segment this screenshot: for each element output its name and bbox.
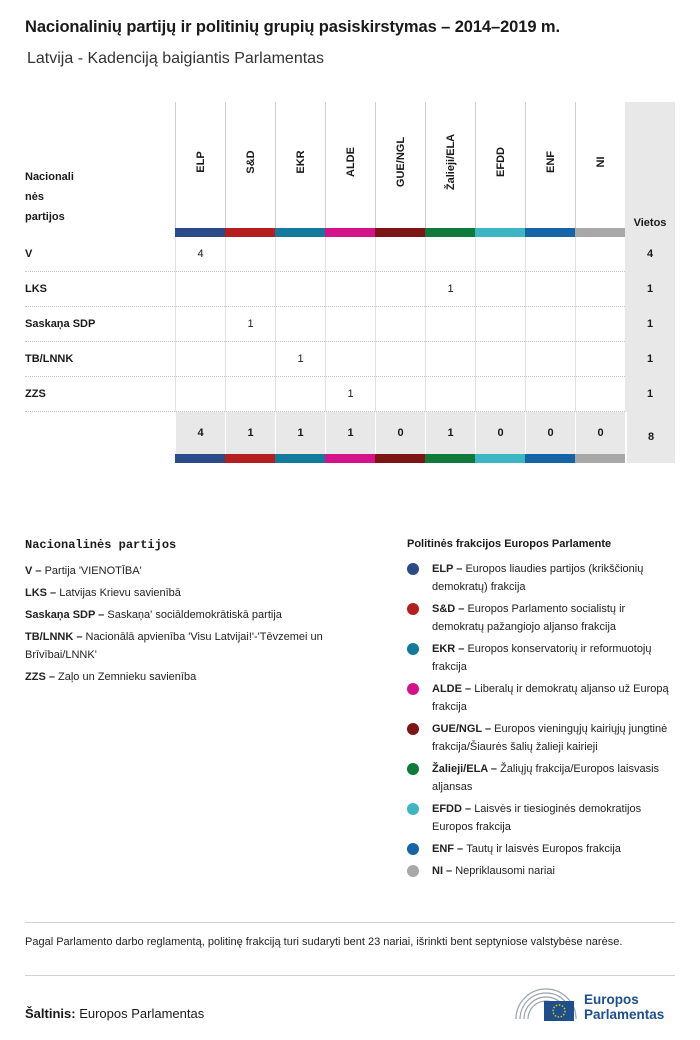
group-color-bar [575, 454, 625, 463]
group-color-bar [575, 228, 625, 237]
political-groups-legend [407, 538, 677, 884]
party-legend-name: Zaļo un Zemnieku savienība [58, 671, 197, 683]
seat-count-cell [425, 342, 475, 377]
group-legend-item [407, 680, 677, 716]
group-legend-name: Liberalų ir demokratų aljanso už Europą frakcija [432, 683, 669, 713]
group-code-label: ELP [194, 151, 207, 173]
party-legend-item [25, 628, 365, 664]
seat-count-cell: 4 [175, 237, 225, 272]
group-legend-name: Laisvės ir tiesioginės demokratijos Europos frakcija [432, 803, 642, 833]
group-column-header [575, 102, 625, 228]
party-legend-name: Latvijas Krievu savienībā [59, 587, 181, 599]
seat-count-cell [175, 342, 225, 377]
group-column-header [225, 102, 275, 228]
party-seat-total: 1 [625, 307, 675, 342]
logo-line-1: Europos [584, 992, 639, 1007]
group-color-bar [175, 228, 225, 237]
party-legend-name: Saskaņa' sociāldemokrātiskā partija [107, 609, 282, 621]
group-color-dot-icon [407, 683, 419, 695]
group-legend-item [407, 640, 677, 676]
party-legend-item [25, 668, 365, 686]
group-seat-total: 0 [475, 412, 525, 454]
seat-count-cell [225, 377, 275, 412]
group-legend-code: Žalieji/ELA – [432, 763, 501, 775]
group-legend-name: Europos konservatorių ir reformuotojų frakcija [432, 643, 652, 673]
seat-count-cell [175, 272, 225, 307]
party-legend-code: ZZS – [25, 671, 59, 683]
group-color-dot-icon [407, 563, 419, 575]
row-header-line: nės [25, 191, 44, 203]
group-color-dot-icon [407, 643, 419, 655]
group-legend-item [407, 840, 677, 858]
group-color-bar [275, 228, 325, 237]
group-color-dot-icon [407, 803, 419, 815]
source-line [25, 1006, 204, 1021]
group-legend-name: Europos liaudies partijos (krikščionių demokratų) frakcija [432, 563, 644, 593]
group-legend-code: EKR – [432, 643, 468, 655]
source-value: Europos Parlamentas [75, 1006, 205, 1021]
table-row [25, 377, 675, 412]
party-legend-name: Nacionālā apvienība 'Visu Latvijai!'-'Tēvzemei un Brīvībai/LNNK' [25, 631, 323, 661]
group-color-bar [375, 228, 425, 237]
group-code-label: Žalieji/ELA [444, 133, 457, 191]
political-groups-legend-title: Politinės frakcijos Europos Parlamente [407, 538, 612, 550]
seat-count-cell [325, 307, 375, 342]
group-seat-total: 0 [525, 412, 575, 454]
group-column-header [175, 102, 225, 228]
party-legend-code: LKS – [25, 587, 60, 599]
seat-count-cell [575, 272, 625, 307]
rules-note: Pagal Parlamento darbo reglamentą, politinę frakciją turi sudaryti bent 23 nariai, išrinkti bent septyniose valstybėse narėse. [25, 922, 675, 976]
group-legend-code: GUE/NGL – [432, 723, 495, 735]
page-subtitle: Latvija - Kadenciją baigiantis Parlamentas [27, 50, 325, 67]
group-legend-item [407, 600, 677, 636]
party-seat-total: 1 [625, 272, 675, 307]
party-name: ZZS [25, 388, 46, 400]
seat-count-cell [275, 377, 325, 412]
seat-count-cell [475, 272, 525, 307]
group-color-bar [175, 454, 225, 463]
seat-count-cell [325, 342, 375, 377]
group-color-bar [425, 228, 475, 237]
group-legend-code: EFDD – [432, 803, 475, 815]
group-legend-name: Europos Parlamento socialistų ir demokratų pažangiojo aljanso frakcija [432, 603, 626, 633]
party-name: LKS [25, 283, 47, 295]
party-legend-code: V – [25, 565, 45, 577]
seat-count-cell [275, 237, 325, 272]
seat-count-cell [575, 342, 625, 377]
table-row [25, 342, 675, 377]
seat-count-cell [475, 307, 525, 342]
seat-count-cell [525, 307, 575, 342]
group-legend-name: Europos vieningųjų kairiųjų jungtinė frakcija/Šiaurės šalių žalieji kairieji [432, 723, 668, 753]
seat-count-cell: 1 [325, 377, 375, 412]
group-legend-item [407, 560, 677, 596]
seat-count-cell [375, 237, 425, 272]
group-legend-item [407, 800, 677, 836]
seat-count-cell [575, 237, 625, 272]
seat-count-cell [575, 307, 625, 342]
group-legend-item [407, 862, 677, 880]
page-title: Nacionalinių partijų ir politinių grupių pasiskirstymas – 2014–2019 m. [25, 18, 560, 36]
group-code-label: ALDE [344, 147, 357, 177]
group-column-header [325, 102, 375, 228]
group-code-label: NI [594, 156, 607, 168]
seat-count-cell [525, 272, 575, 307]
group-seat-total: 0 [375, 412, 425, 454]
party-name: V [25, 248, 33, 260]
source-label: Šaltinis: [25, 1006, 76, 1021]
seat-count-cell [575, 377, 625, 412]
national-parties-legend-title: Nacionalinės partijos [25, 538, 177, 552]
group-code-label: EKR [294, 150, 307, 174]
group-color-bar [425, 454, 475, 463]
group-color-bar [525, 228, 575, 237]
group-column-header [375, 102, 425, 228]
seats-header-label: Vietos [633, 217, 667, 229]
group-legend-name: Nepriklausomi nariai [455, 865, 555, 877]
parliament-hemicycle-icon [514, 985, 578, 1023]
group-code-label: S&D [244, 150, 257, 174]
group-color-dot-icon [407, 723, 419, 735]
seat-count-cell [225, 237, 275, 272]
group-column-header [425, 102, 475, 228]
seat-count-cell [375, 377, 425, 412]
group-color-bar [525, 454, 575, 463]
group-color-bar [375, 454, 425, 463]
party-legend-item [25, 584, 365, 602]
group-legend-item [407, 760, 677, 796]
group-legend-name: Žaliųjų frakcija/Europos laisvasis aljansas [432, 763, 660, 793]
group-legend-code: ALDE – [432, 683, 475, 695]
group-color-bar [475, 228, 525, 237]
party-seat-total: 1 [625, 342, 675, 377]
seat-count-cell [375, 342, 425, 377]
group-color-dot-icon [407, 763, 419, 775]
party-name: Saskaņa SDP [25, 318, 96, 330]
group-seat-total: 0 [575, 412, 625, 454]
totals-row [175, 412, 675, 454]
party-legend-item [25, 562, 365, 580]
group-column-header [475, 102, 525, 228]
group-legend-code: S&D – [432, 603, 468, 615]
group-legend-name: Tautų ir laisvės Europos frakcija [466, 843, 621, 855]
group-seat-total: 1 [275, 412, 325, 454]
group-code-label: ENF [544, 151, 557, 173]
seat-count-cell [425, 237, 475, 272]
seats-column-header [625, 102, 675, 237]
group-seat-total: 1 [225, 412, 275, 454]
group-color-dot-icon [407, 865, 419, 877]
seat-count-cell [175, 307, 225, 342]
group-color-bar [275, 454, 325, 463]
seat-count-cell [425, 377, 475, 412]
group-color-bar [225, 228, 275, 237]
group-seat-total: 1 [425, 412, 475, 454]
seat-count-cell [175, 377, 225, 412]
group-column-header [275, 102, 325, 228]
group-legend-code: ELP – [432, 563, 466, 575]
group-color-bar [475, 454, 525, 463]
seat-count-cell [375, 307, 425, 342]
seat-count-cell [375, 272, 425, 307]
seat-count-cell [475, 377, 525, 412]
group-legend-code: ENF – [432, 843, 467, 855]
group-seat-total: 1 [325, 412, 375, 454]
group-color-dot-icon [407, 603, 419, 615]
party-legend-item [25, 606, 365, 624]
group-legend-item [407, 720, 677, 756]
party-name: TB/LNNK [25, 353, 74, 365]
seat-count-cell [525, 342, 575, 377]
row-header-line: partijos [25, 211, 65, 223]
group-code-label: EFDD [494, 147, 507, 177]
seat-count-cell: 1 [275, 342, 325, 377]
seat-count-cell [425, 307, 475, 342]
group-color-dot-icon [407, 843, 419, 855]
seat-count-cell [325, 272, 375, 307]
logo-line-2: Parlamentas [584, 1007, 665, 1022]
group-color-bar [225, 454, 275, 463]
seat-count-cell [275, 307, 325, 342]
group-color-bar [325, 228, 375, 237]
party-legend-code: Saskaņa SDP – [25, 609, 108, 621]
seat-count-cell [225, 342, 275, 377]
group-column-header [525, 102, 575, 228]
party-seat-total: 1 [625, 377, 675, 412]
national-parties-legend [25, 538, 365, 690]
seat-count-cell [275, 272, 325, 307]
table-row [25, 272, 675, 307]
table-row [25, 237, 675, 272]
seat-count-cell [225, 272, 275, 307]
seat-count-cell [475, 342, 525, 377]
group-legend-code: NI – [432, 865, 456, 877]
party-legend-name: Partija 'VIENOTĪBA' [44, 565, 142, 577]
table-row [25, 307, 675, 342]
seat-count-cell [525, 377, 575, 412]
european-parliament-logo [514, 985, 679, 1025]
party-legend-code: TB/LNNK – [25, 631, 86, 643]
seat-count-cell [525, 237, 575, 272]
group-code-label: GUE/NGL [394, 136, 407, 188]
seat-count-cell: 1 [225, 307, 275, 342]
party-seat-total: 4 [625, 237, 675, 272]
seat-count-cell [325, 237, 375, 272]
group-color-bar [325, 454, 375, 463]
row-header-line: Nacionali [25, 171, 74, 183]
group-seat-total: 4 [175, 412, 225, 454]
seat-count-cell [475, 237, 525, 272]
row-header-label [25, 167, 175, 227]
grand-total: 8 [625, 412, 675, 463]
seat-count-cell: 1 [425, 272, 475, 307]
